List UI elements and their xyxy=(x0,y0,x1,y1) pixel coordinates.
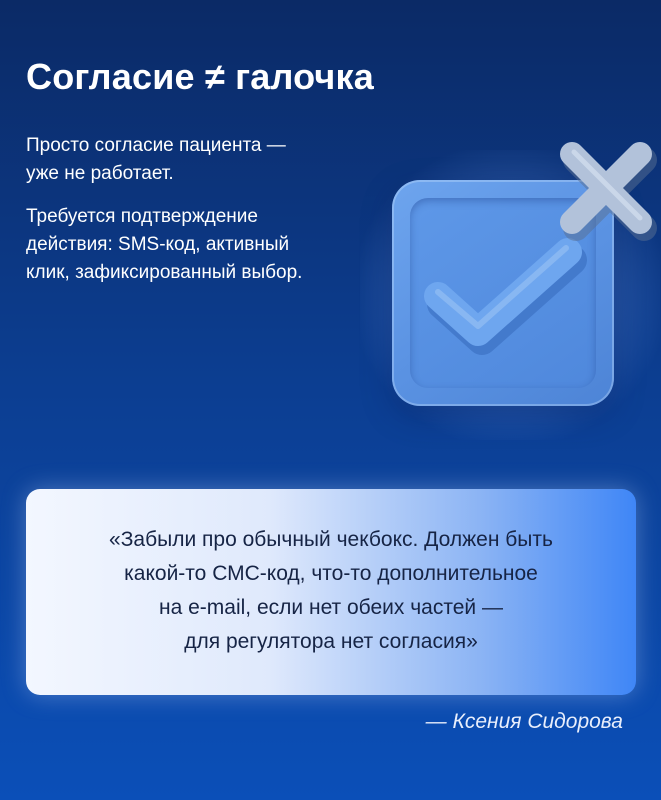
illustration-glow xyxy=(360,150,660,440)
check-mark-icon xyxy=(392,180,614,406)
quote-text xyxy=(26,523,636,659)
quote-author: — Ксения Сидорова xyxy=(425,710,623,733)
intro-paragraph xyxy=(26,132,286,188)
cross-icon xyxy=(548,130,661,250)
intro-line-1: Просто согласие пациента — xyxy=(26,135,286,156)
quote-line-1: «Забыли про обычный чекбокс. Должен быть xyxy=(109,528,553,551)
quote-line-3: на e-mail, если нет обеих частей — xyxy=(159,596,503,619)
quote-card xyxy=(26,489,636,695)
requirements-line-1: Требуется подтверждение xyxy=(26,206,258,227)
quote-line-4: для регулятора нет согласия» xyxy=(184,630,478,653)
intro-line-2: уже не работает. xyxy=(26,163,174,184)
requirements-line-2: действия: SMS-код, активный xyxy=(26,234,290,255)
page-title: Согласие ≠ галочка xyxy=(26,56,374,97)
checkbox-inner xyxy=(410,198,596,388)
quote-line-2: какой-то СМС-код, что-то дополнительное xyxy=(124,562,538,585)
requirements-line-3: клик, зафиксированный выбор. xyxy=(26,262,303,283)
requirements-paragraph xyxy=(26,203,302,287)
checkbox-icon xyxy=(392,180,614,406)
